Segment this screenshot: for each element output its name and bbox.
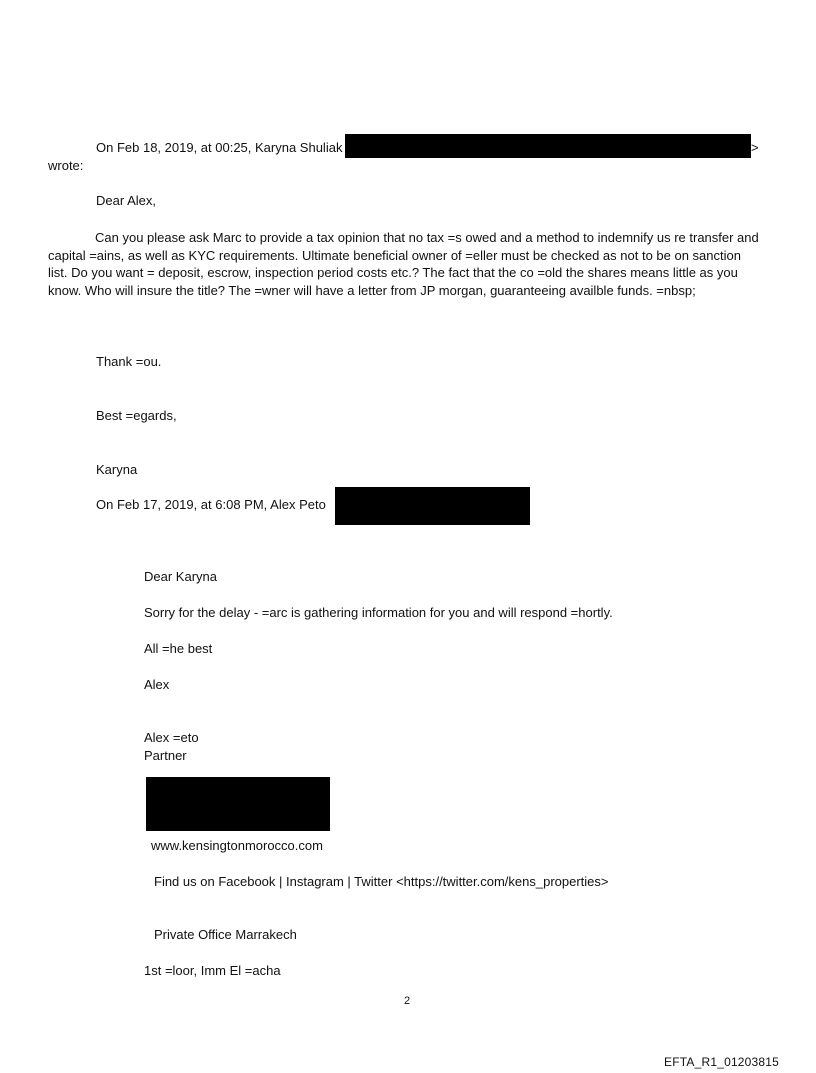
- redaction-email-2-address: [335, 487, 530, 525]
- redaction-email-1-address: [345, 134, 751, 158]
- email-2-closing: All =he best: [144, 641, 213, 656]
- email-2-header: On Feb 17, 2019, at 6:08 PM, Alex Peto: [96, 497, 326, 512]
- website-link[interactable]: www.kensingtonmorocco.com: [151, 838, 323, 853]
- office-address: 1st =loor, Imm El =acha: [144, 963, 281, 978]
- email-1-signature: Karyna: [96, 462, 138, 477]
- signature-title: Partner: [144, 748, 187, 763]
- page-number: 2: [404, 995, 411, 1007]
- office-name: Private Office Marrakech: [154, 927, 297, 942]
- social-links[interactable]: Find us on Facebook | Instagram | Twitter <https://twitter.com/kens_properties>: [154, 874, 609, 889]
- email-1-header: On Feb 18, 2019, at 00:25, Karyna Shuliak: [96, 140, 343, 155]
- email-1-body-text: Can you please ask Marc to provide a tax opinion that no tax =s owed and a method to indemnify us re transfer and capital =ains, as well as KYC requirements. Ultimate beneficial owner of =eller must be checked as not to be on sanction list. Do you want = deposit, escrow, inspection period costs etc.? The fact that the co =old the shares means little as you know. Who will insure the title? The =wner will have a letter from JP morgan, guaranteeing availble funds. =nbsp;: [48, 230, 759, 298]
- signature-name: Alex =eto: [144, 730, 199, 745]
- email-1-salutation: Dear Alex,: [96, 193, 156, 208]
- email-1-body-paragraph: [48, 229, 762, 299]
- email-1-wrote: wrote:: [48, 158, 84, 173]
- document-id: EFTA_R1_01203815: [664, 1055, 780, 1069]
- email-2-first-name: Alex: [144, 677, 170, 692]
- email-2-salutation: Dear Karyna: [144, 569, 217, 584]
- redaction-signature-contact: [146, 777, 330, 831]
- email-2-body: Sorry for the delay - =arc is gathering information for you and will respond =hortly.: [144, 605, 613, 620]
- email-1-closing: Best =egards,: [96, 408, 177, 423]
- email-1-header-tail: >: [751, 140, 759, 155]
- email-1-thanks: Thank =ou.: [96, 354, 162, 369]
